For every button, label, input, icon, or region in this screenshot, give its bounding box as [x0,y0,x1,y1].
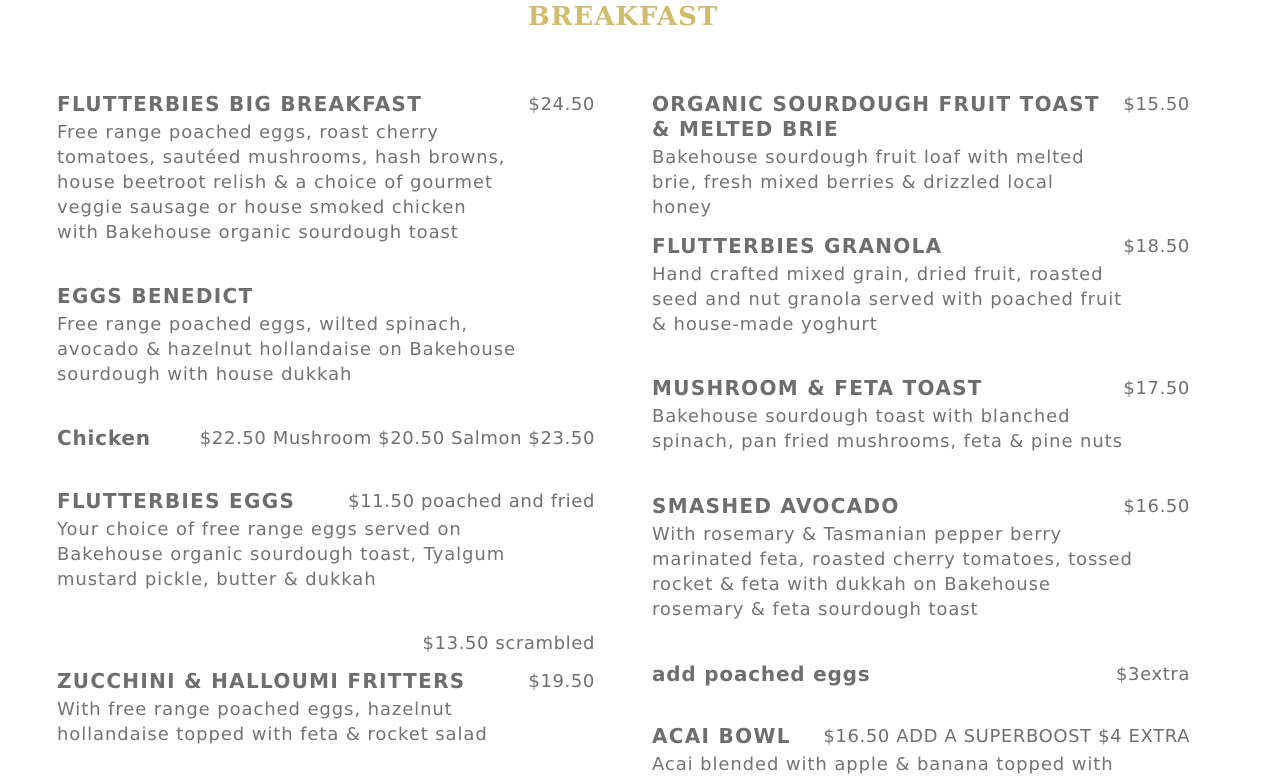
menu-item-fritters [57,669,595,747]
menu-section-title: BREAKFAST [527,2,719,32]
menu-item-price: $15.50 [1123,94,1190,115]
menu-item-description: Bakehouse sourdough fruit loaf with melted brie, fresh mixed berries & drizzled local honey [652,147,1085,218]
menu-item-fruit-toast [652,92,1190,220]
menu-item-name: FLUTTERBIES BIG BREAKFAST [57,92,423,116]
menu-item-description: Hand crafted mixed grain, dried fruit, roasted seed and nut granola served with poached fruit & house-made yoghurt [652,264,1123,335]
menu-item-name: ZUCCHINI & HALLOUMI FRITTERS [57,669,466,693]
menu-item-price: $17.50 [1123,378,1190,399]
menu-item-price: $24.50 [528,94,595,115]
menu-item-description: Free range poached eggs, roast cherry tomatoes, sautéed mushrooms, hash browns, house beetroot relish & a choice of gourmet veggie sausage or house smoked chicken with Bakehouse organic sourdough toast [57,122,506,243]
menu-item-description: With rosemary & Tasmanian pepper berry marinated feta, roasted cherry tomatoes, tossed rocket & feta with dukkah on Bakehouse rosemary & feta sourdough toast [652,524,1133,620]
menu-item-description: Bakehouse sourdough toast with blanched spinach, pan fried mushrooms, feta & pine nuts [652,406,1123,452]
menu-item-description: With free range poached eggs, hazelnut hollandaise topped with feta & rocket salad [57,699,488,745]
menu-item-scrambled-price: $13.50 scrambled [422,633,595,654]
menu-item-description: Your choice of free range eggs served on Bakehouse organic sourdough toast, Tyalgum mustard pickle, butter & dukkah [57,519,506,590]
menu-item-name: ACAI BOWL [652,724,791,748]
menu-item-name: SMASHED AVOCADO [652,494,900,518]
menu-item-flutterbies-eggs [57,489,595,592]
menu-item-price: $19.50 [528,671,595,692]
menu-item-benedict-options [57,426,595,451]
menu-item-price: $18.50 [1123,236,1190,257]
menu-item-description: Acai blended with apple & banana topped with [652,754,1114,775]
menu-item-name: add poached eggs [652,662,871,686]
menu-item-granola [652,234,1190,337]
menu-item-price: $16.50 ADD A SUPERBOOST $4 EXTRA [823,726,1190,747]
menu-item-description: Free range poached eggs, wilted spinach, avocado & hazelnut hollandaise on Bakehouse sourdough with house dukkah [57,314,516,385]
menu-item-name: Chicken [57,426,151,450]
menu-item-price: $16.50 [1123,496,1190,517]
menu-item-mushroom-feta [652,376,1190,454]
menu-item-acai-bowl [652,724,1190,777]
menu-item-name: ORGANIC SOURDOUGH FRUIT TOAST & MELTED BRIE [652,92,1100,141]
menu-item-name: FLUTTERBIES EGGS [57,489,296,513]
menu-item-price: $11.50 poached and fried [348,491,595,512]
menu-item-smashed-avocado [652,494,1190,622]
menu-item-name: MUSHROOM & FETA TOAST [652,376,983,400]
menu-item-add-eggs [652,662,1190,687]
menu-item-price: $22.50 Mushroom $20.50 Salmon $23.50 [199,428,595,449]
menu-item-name: EGGS BENEDICT [57,284,254,308]
menu-item-eggs-benedict [57,284,595,387]
menu-item-name: FLUTTERBIES GRANOLA [652,234,943,258]
menu-item-price: $3extra [1115,664,1190,685]
menu-item-big-breakfast [57,92,595,245]
